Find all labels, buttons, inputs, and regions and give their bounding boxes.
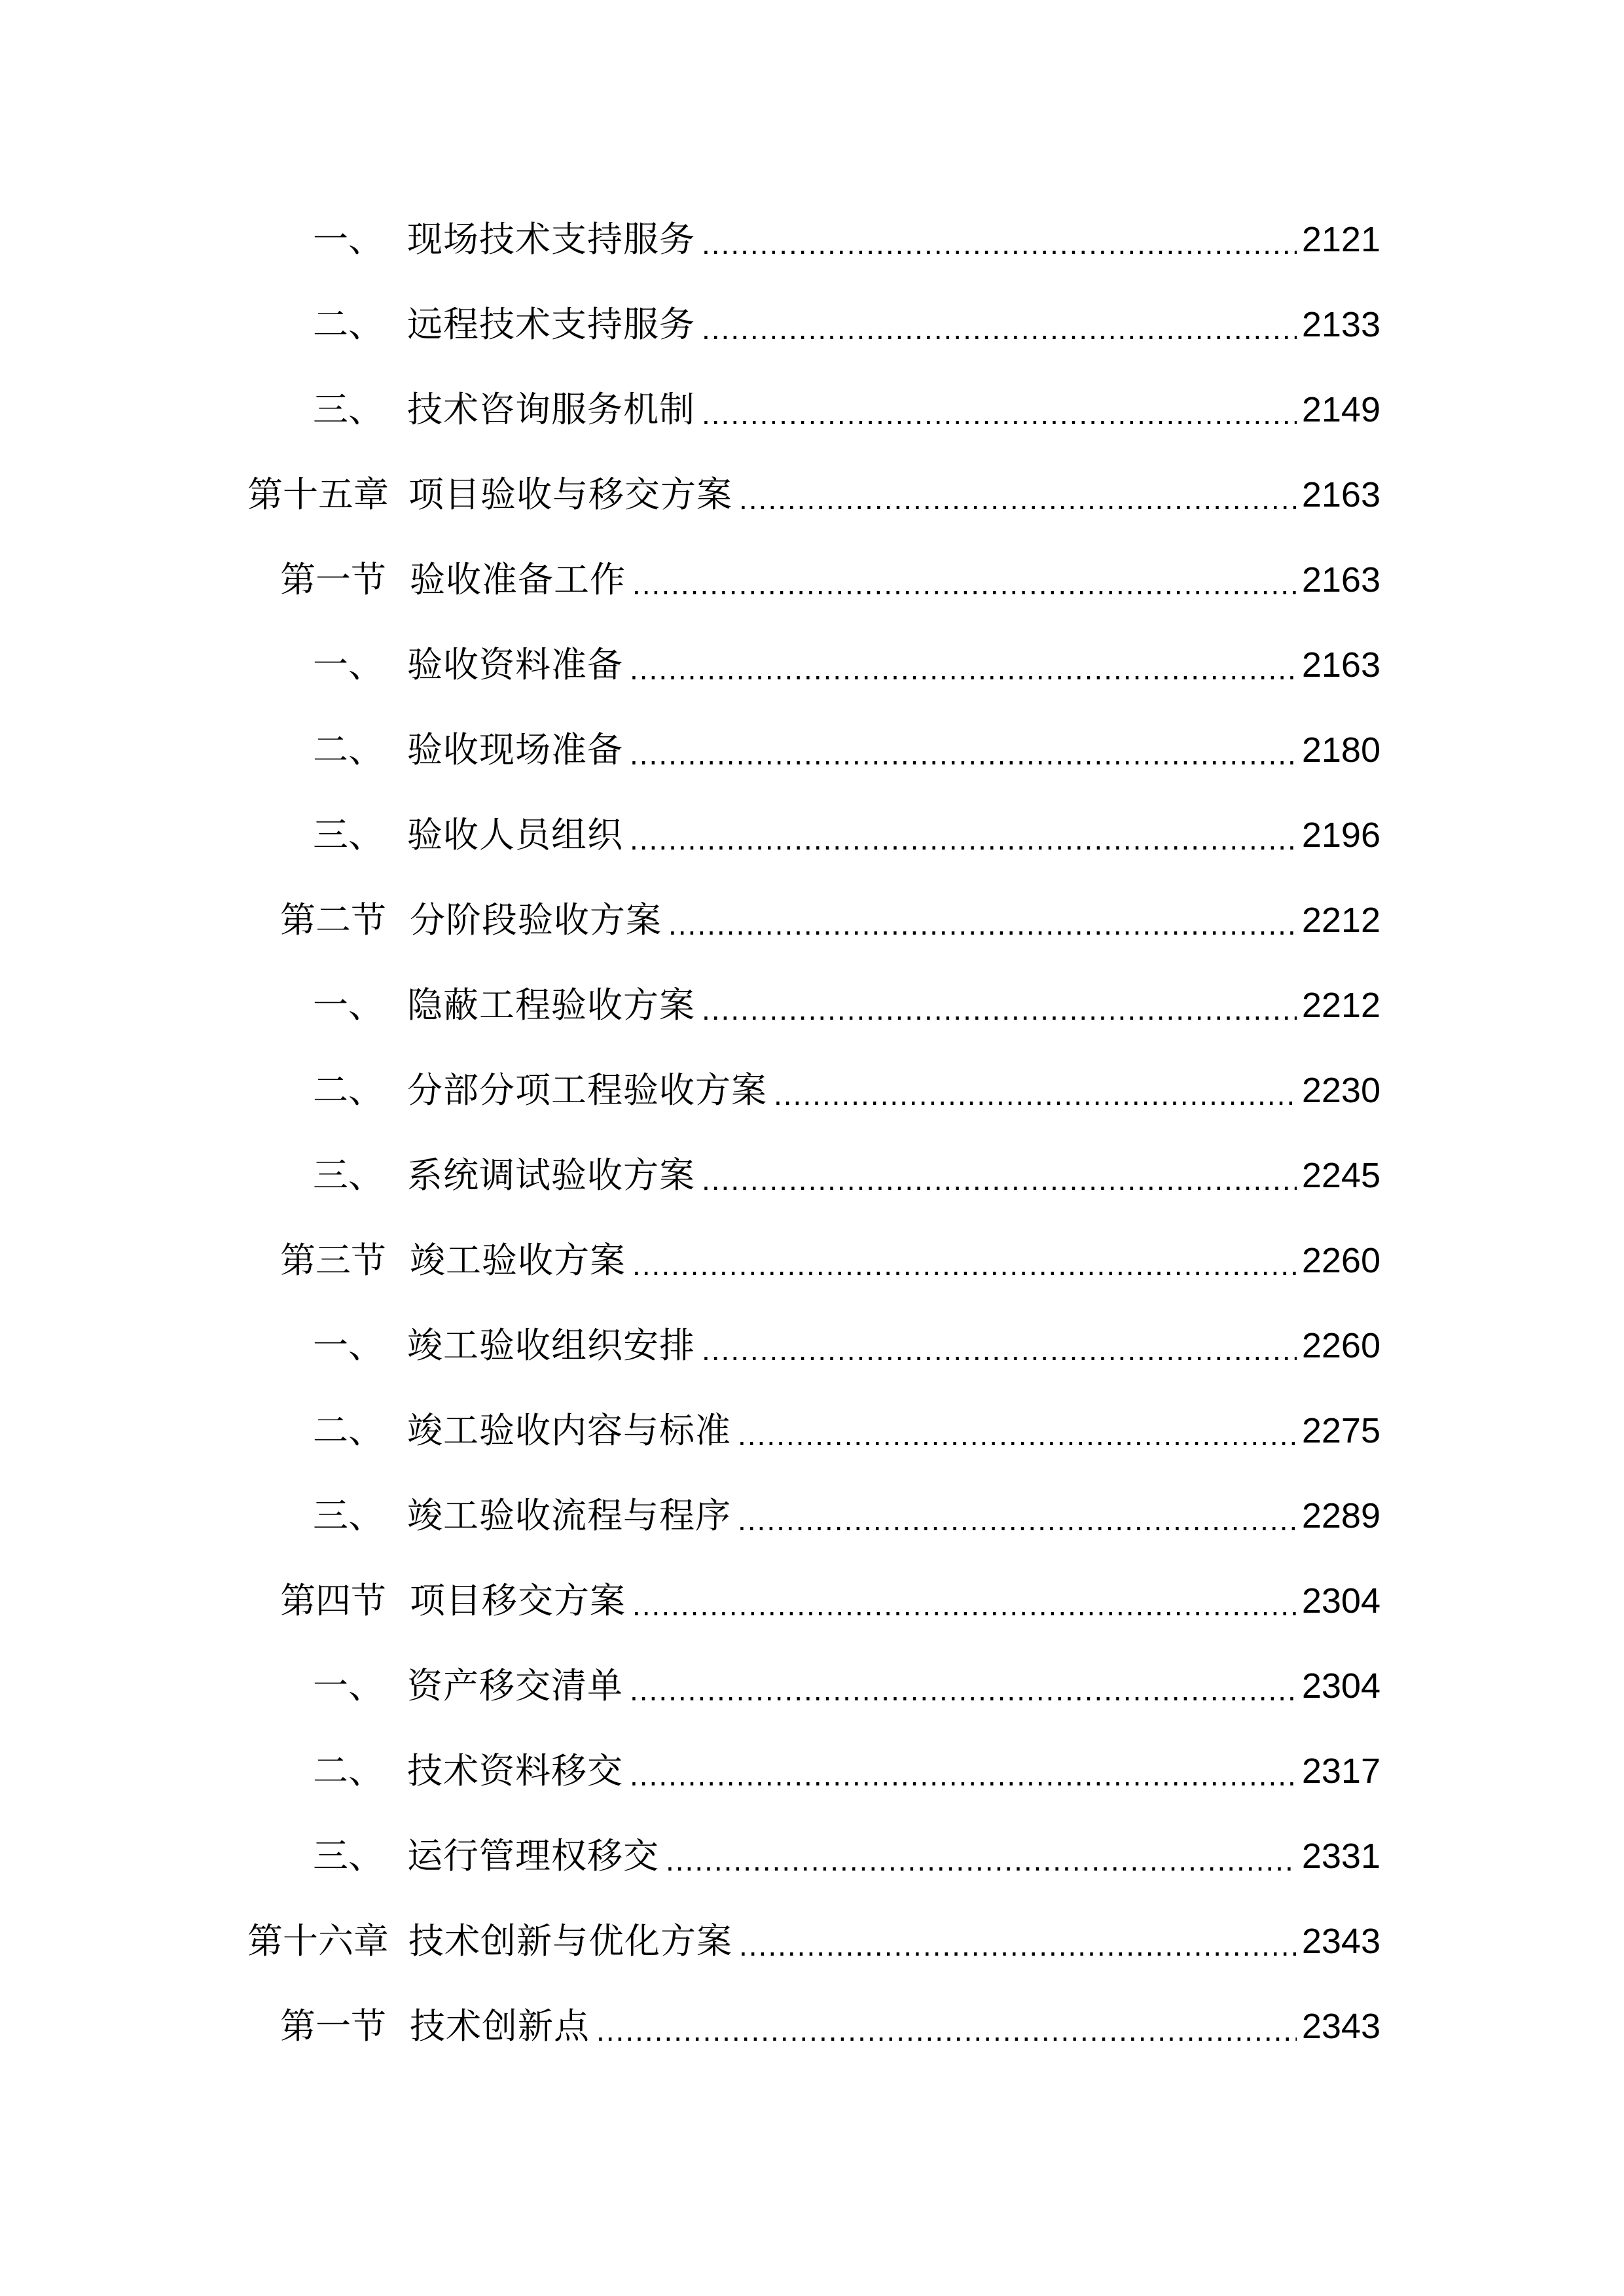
toc-entry-title: 技术咨询服务机制 (407, 389, 695, 430)
dot-leader (666, 1823, 1297, 1889)
toc-entry-section[interactable] (280, 1568, 1380, 1634)
toc-entry-page: 2317 (1301, 1751, 1380, 1791)
toc-entry-title: 技术创新与优化方案 (408, 1920, 732, 1962)
toc-entry-page: 2289 (1301, 1496, 1380, 1535)
toc-entry-number: 二、 (313, 1069, 384, 1111)
toc-entry-number: 第一节 (280, 2005, 386, 2047)
toc-entry-title: 竣工验收方案 (410, 1240, 626, 1281)
toc-entry-page: 2196 (1301, 816, 1380, 855)
toc-entry-page: 2343 (1301, 1922, 1380, 1961)
toc-entry[interactable] (313, 632, 1380, 698)
toc-entry[interactable] (313, 973, 1380, 1038)
dot-leader (738, 1398, 1297, 1463)
toc-entry-chapter[interactable] (247, 1909, 1380, 1974)
toc-entry-page: 2331 (1301, 1837, 1380, 1876)
toc-entry[interactable] (313, 802, 1380, 868)
toc-entry[interactable] (313, 1823, 1380, 1889)
toc-entry-number: 一、 (313, 984, 384, 1026)
toc-entry[interactable] (313, 1483, 1380, 1549)
toc-entry[interactable] (313, 1738, 1380, 1804)
dot-leader (738, 1483, 1297, 1549)
toc-entry-number: 第十六章 (247, 1920, 389, 1962)
dot-leader (702, 1313, 1297, 1378)
dot-leader (632, 547, 1297, 613)
toc-entry-page: 2212 (1301, 901, 1380, 940)
toc-entry-number: 三、 (313, 814, 384, 855)
toc-entry[interactable] (313, 717, 1380, 783)
toc-entry-number: 二、 (313, 304, 384, 345)
toc-entry[interactable] (313, 1143, 1380, 1208)
toc-entry-title: 技术创新点 (410, 2005, 590, 2047)
toc-entry-title: 验收现场准备 (407, 729, 623, 770)
toc-entry-number: 第三节 (280, 1240, 386, 1281)
dot-leader (739, 462, 1297, 528)
dot-leader (632, 1568, 1297, 1634)
dot-leader (702, 1143, 1297, 1208)
dot-leader (739, 1909, 1297, 1974)
toc-entry-title: 竣工验收组织安排 (407, 1325, 695, 1366)
toc-entry-number: 二、 (313, 1410, 384, 1451)
toc-entry-section[interactable] (280, 888, 1380, 953)
toc-entry-section[interactable] (280, 1994, 1380, 2059)
toc-entry[interactable] (313, 1058, 1380, 1123)
toc-entry-number: 一、 (313, 1665, 384, 1706)
toc-entry[interactable] (313, 207, 1380, 272)
toc-entry-page: 2275 (1301, 1411, 1380, 1450)
toc-entry-page: 2343 (1301, 2007, 1380, 2046)
toc-entry[interactable] (313, 377, 1380, 442)
toc-entry[interactable] (313, 292, 1380, 357)
toc-entry-number: 二、 (313, 729, 384, 770)
dot-leader (702, 207, 1297, 272)
toc-entry-title: 分阶段验收方案 (410, 899, 662, 941)
dot-leader (630, 802, 1297, 868)
dot-leader (702, 973, 1297, 1038)
dot-leader (702, 377, 1297, 442)
toc-entry-title: 竣工验收流程与程序 (407, 1495, 731, 1536)
dot-leader (774, 1058, 1297, 1123)
dot-leader (596, 1994, 1297, 2059)
dot-leader (702, 292, 1297, 357)
toc-entry-section[interactable] (280, 547, 1380, 613)
toc-entry-page: 2149 (1301, 390, 1380, 429)
toc-entry-title: 分部分项工程验收方案 (407, 1069, 767, 1111)
toc-entry-title: 运行管理权移交 (407, 1835, 659, 1876)
toc-entry-title: 验收准备工作 (410, 559, 626, 600)
toc-entry-page: 2163 (1301, 560, 1380, 600)
toc-entry-page: 2121 (1301, 220, 1380, 259)
dot-leader (632, 1228, 1297, 1293)
toc-entry-title: 验收人员组织 (407, 814, 623, 855)
dot-leader (630, 632, 1297, 698)
toc-entry[interactable] (313, 1653, 1380, 1719)
toc-entry-number: 第四节 (280, 1580, 386, 1621)
toc-entry-title: 项目移交方案 (410, 1580, 626, 1621)
dot-leader (630, 1653, 1297, 1719)
toc-entry-title: 技术资料移交 (407, 1750, 623, 1791)
toc-entry-title: 系统调试验收方案 (407, 1155, 695, 1196)
toc-entry-number: 三、 (313, 1835, 384, 1876)
toc-entry-page: 2163 (1301, 475, 1380, 514)
toc-entry-page: 2163 (1301, 645, 1380, 685)
toc-entry-title: 验收资料准备 (407, 644, 623, 685)
toc-entry-title: 现场技术支持服务 (407, 219, 695, 260)
toc-entry-page: 2133 (1301, 305, 1380, 344)
toc-entry-section[interactable] (280, 1228, 1380, 1293)
toc-entry-page: 2304 (1301, 1581, 1380, 1621)
toc-entry-number: 一、 (313, 219, 384, 260)
toc-entry[interactable] (313, 1398, 1380, 1463)
toc-entry-number: 第十五章 (247, 474, 389, 515)
toc-entry-page: 2230 (1301, 1071, 1380, 1110)
dot-leader (630, 717, 1297, 783)
toc-entry-title: 竣工验收内容与标准 (407, 1410, 731, 1451)
toc-entry-page: 2260 (1301, 1326, 1380, 1365)
dot-leader (668, 888, 1297, 953)
toc-entry-title: 远程技术支持服务 (407, 304, 695, 345)
toc-entry-number: 三、 (313, 1155, 384, 1196)
toc-entry-number: 第二节 (280, 899, 386, 941)
toc-entry[interactable] (313, 1313, 1380, 1378)
toc-entry-number: 三、 (313, 1495, 384, 1536)
toc-entry-number: 一、 (313, 1325, 384, 1366)
toc-entry-number: 三、 (313, 389, 384, 430)
dot-leader (630, 1738, 1297, 1804)
toc-entry-page: 2245 (1301, 1156, 1380, 1195)
toc-entry-page: 2260 (1301, 1241, 1380, 1280)
toc-entry-page: 2212 (1301, 986, 1380, 1025)
toc-entry-number: 二、 (313, 1750, 384, 1791)
toc-entry-title: 隐蔽工程验收方案 (407, 984, 695, 1026)
toc-entry-number: 第一节 (280, 559, 386, 600)
toc-entry-page: 2304 (1301, 1666, 1380, 1706)
toc-entry-page: 2180 (1301, 730, 1380, 770)
toc-entry-title: 资产移交清单 (407, 1665, 623, 1706)
toc-entry-number: 一、 (313, 644, 384, 685)
toc-entry-chapter[interactable] (247, 462, 1380, 528)
toc-entry-title: 项目验收与移交方案 (408, 474, 732, 515)
